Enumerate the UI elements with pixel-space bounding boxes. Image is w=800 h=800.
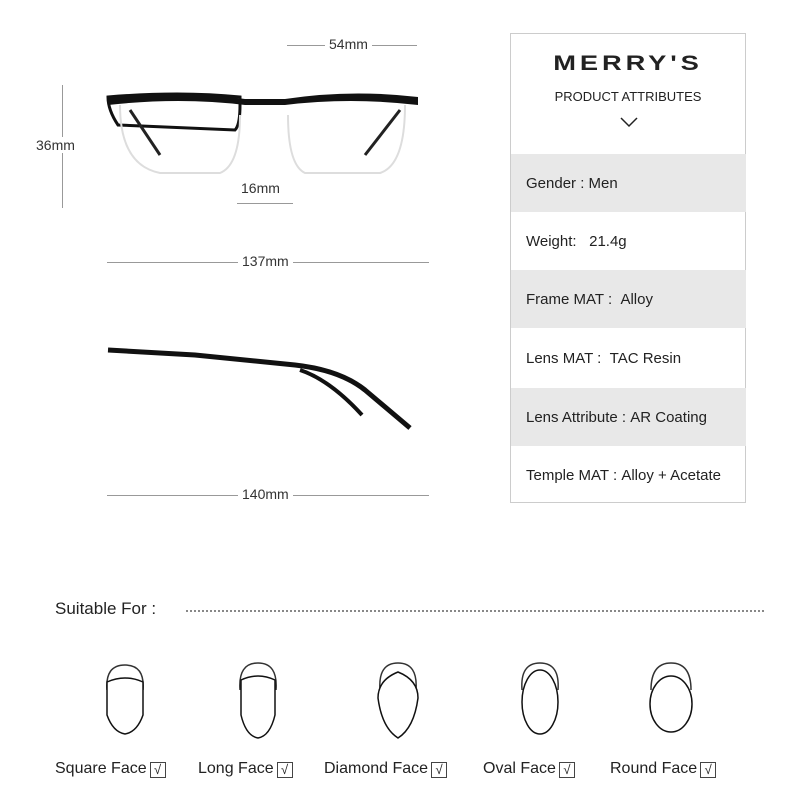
face-label-square: Square Face √ — [55, 760, 166, 778]
glasses-front-image — [100, 85, 430, 185]
checkbox-icon: √ — [277, 762, 293, 778]
oval-face-icon — [510, 660, 570, 740]
lens-width-label: 54mm — [325, 36, 372, 52]
checkbox-icon: √ — [150, 762, 166, 778]
square-face-icon — [95, 660, 155, 740]
attribute-row: Lens Attribute : AR Coating — [511, 388, 746, 446]
chevron-down-icon — [619, 116, 639, 128]
suitable-for-title: Suitable For : — [55, 599, 157, 618]
attribute-row: Weight: 21.4g — [526, 232, 627, 250]
frame-width-label: 137mm — [238, 253, 293, 269]
face-label-long: Long Face √ — [198, 760, 293, 778]
divider — [186, 610, 764, 612]
attribute-row: Gender : Men — [511, 154, 746, 212]
diamond-face-icon — [368, 660, 428, 740]
glasses-side-image — [100, 340, 430, 440]
face-label-oval: Oval Face √ — [483, 760, 575, 778]
brand-logo: MERRY'S — [553, 52, 703, 75]
face-label-diamond: Diamond Face √ — [324, 760, 447, 778]
temple-length-label: 140mm — [238, 486, 293, 502]
checkbox-icon: √ — [700, 762, 716, 778]
product-attributes-panel — [510, 33, 746, 503]
attribute-row: Frame MAT : Alloy — [511, 270, 746, 328]
checkbox-icon: √ — [431, 762, 447, 778]
round-face-icon — [641, 660, 701, 740]
lens-height-label: 36mm — [32, 137, 79, 153]
checkbox-icon: √ — [559, 762, 575, 778]
long-face-icon — [228, 660, 288, 740]
bridge-label: 16mm — [237, 180, 284, 196]
attribute-row: Temple MAT : Alloy + Acetate — [526, 466, 721, 484]
face-label-round: Round Face √ — [610, 760, 716, 778]
panel-subtitle: PRODUCT ATTRIBUTES — [554, 89, 702, 104]
attribute-row: Lens MAT : TAC Resin — [526, 349, 682, 367]
